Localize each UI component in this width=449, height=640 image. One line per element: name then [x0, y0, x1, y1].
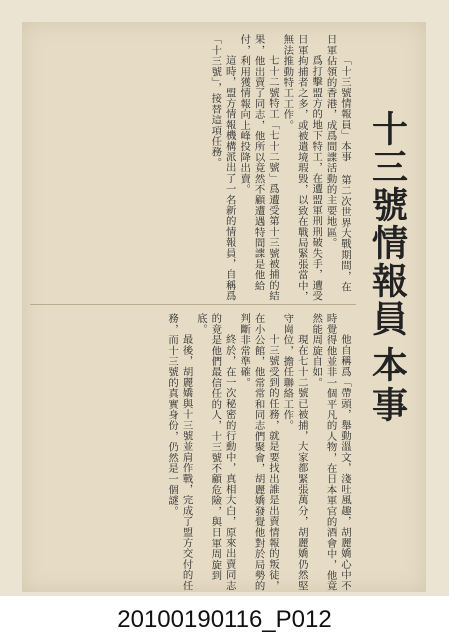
paragraph: 他自稱爲「帶頭，舉動溫文，淺吐風趣，胡麗嬌心中不時覺得他並非一個平凡的人物，在日本軍官的酒會中，他竟然能周旋自如。	[310, 313, 351, 592]
paragraph: 十三號受到的任務，就是要找出誰是出賣情報的叛徒，在小公館，他常常和同志們聚會，胡麗嬌發覺他對於局勢的判斷非常準確。	[238, 313, 279, 592]
paragraph: 終於，在一次秘密的行動中，真相大白，原來出賣同志的竟是他們最信任的人，十三號不顧危險，與日軍周旋到底。	[194, 313, 236, 591]
page-content	[30, 32, 418, 592]
paragraph: 最後，胡麗嬌與十三號並肩作戰，完成了盟方交付的任務，而十三號的真實身份，仍然是一個謎。	[166, 313, 193, 591]
body-text-upper	[30, 32, 356, 305]
image-caption: 20100190116_P012	[117, 606, 332, 633]
body-area	[30, 32, 356, 592]
document-page	[22, 22, 426, 592]
paragraph: 這時，盟方情報機構派出了一名新的情報員，自稱爲「十三號」，接替這項任務。	[209, 34, 236, 301]
document-title: 十三號情報員	[366, 110, 408, 338]
document-title-suffix: 本事	[366, 346, 408, 426]
paragraph: 爲打擊盟方的地下特工，在遭盟軍刑刑破失手，遭受日軍拘捕者之多，或被遣境瑕毀，以致在戰局緊張當中，無法推動特工工作。	[281, 34, 323, 302]
paragraph: 現在七十二號已被捕，大家都緊張萬分，胡麗嬌仍然堅守崗位，擔任聯絡工作。	[281, 313, 308, 591]
title-column	[356, 32, 418, 584]
paragraph: 「十三號情報員」本事 第二次世界大戰期間，在日軍佔領的香港，成爲間諜活動的主要地區。	[324, 34, 351, 292]
paragraph: 七十二號特工「七十二號」爲遭受第十三號被捕的結果，他出賣了同志，他所以竟然不顧遭遇特間諜是他給付，利用獲情報向上峰投降出賣。	[238, 34, 279, 301]
body-text-lower	[30, 305, 356, 595]
